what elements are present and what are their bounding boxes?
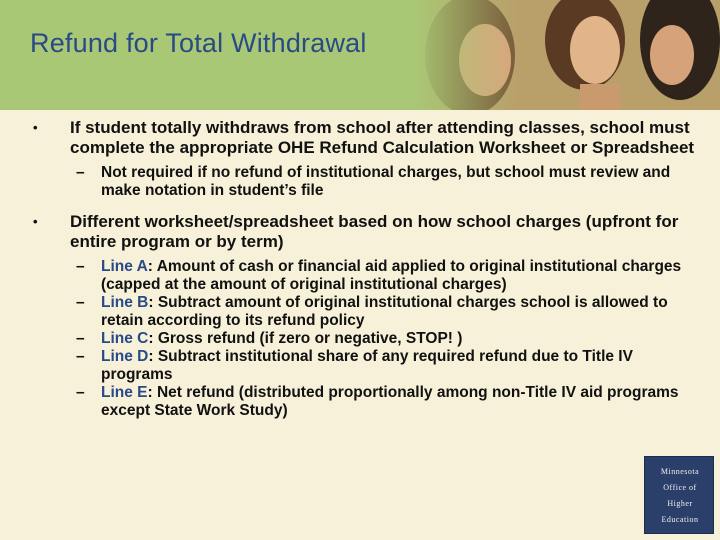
- dash-mark: –: [76, 384, 85, 401]
- header-band: [0, 0, 720, 110]
- header-photo: [410, 0, 720, 110]
- line-c-label: Line C: [101, 330, 149, 347]
- slide-title: Refund for Total Withdrawal: [30, 28, 367, 58]
- dash-mark: –: [76, 164, 85, 181]
- logo-line-4: Education: [661, 515, 699, 524]
- bullet-1: [0, 118, 700, 158]
- sub-bullet-1-1: [0, 164, 700, 200]
- header-photo-image: [410, 0, 720, 110]
- logo-line-3: Higher: [667, 499, 693, 508]
- line-b-item: [0, 294, 700, 330]
- dash-mark: –: [76, 330, 85, 347]
- dash-mark: –: [76, 294, 85, 311]
- slide-content: [0, 118, 700, 420]
- line-b-text: : Subtract amount of original institutional charges school is allowed to retain according to its refund policy: [101, 294, 668, 329]
- line-a-label: Line A: [101, 258, 148, 275]
- ohe-logo: [644, 456, 714, 534]
- sub-bullet-1-1-text: Not required if no refund of institutional charges, but school must review and make notation in student’s file: [101, 164, 671, 199]
- line-c-text: : Gross refund (if zero or negative, STOP! ): [148, 330, 463, 347]
- dash-mark: –: [76, 258, 85, 275]
- bullet-mark: •: [33, 120, 38, 135]
- dash-mark: –: [76, 348, 85, 365]
- line-a-text: : Amount of cash or financial aid applied to original institutional charges (capped at the amount of original institutional charges): [101, 258, 682, 293]
- bullet-2: [0, 212, 700, 252]
- line-d-text: : Subtract institutional share of any required refund due to Title IV programs: [101, 348, 633, 383]
- line-b-label: Line B: [101, 294, 149, 311]
- line-d-label: Line D: [101, 348, 149, 365]
- logo-line-1: Minnesota: [660, 467, 700, 476]
- line-list: [0, 258, 700, 420]
- bullet-1-text: If student totally withdraws from school after attending classes, school must complete the appropriate OHE Refund Calculation Worksheet or Spreadsheet: [70, 118, 695, 157]
- line-d-item: [0, 348, 700, 384]
- line-e-item: [0, 384, 700, 420]
- logo-line-2: Office of: [663, 483, 697, 492]
- line-c-item: [0, 330, 700, 348]
- line-e-text: : Net refund (distributed proportionally among non-Title IV aid programs except State Work Study): [101, 384, 679, 419]
- line-a-item: [0, 258, 700, 294]
- bullet-mark: •: [33, 214, 38, 229]
- bullet-2-text: Different worksheet/spreadsheet based on how school charges (upfront for entire program or by term): [70, 212, 679, 251]
- line-e-label: Line E: [101, 384, 148, 401]
